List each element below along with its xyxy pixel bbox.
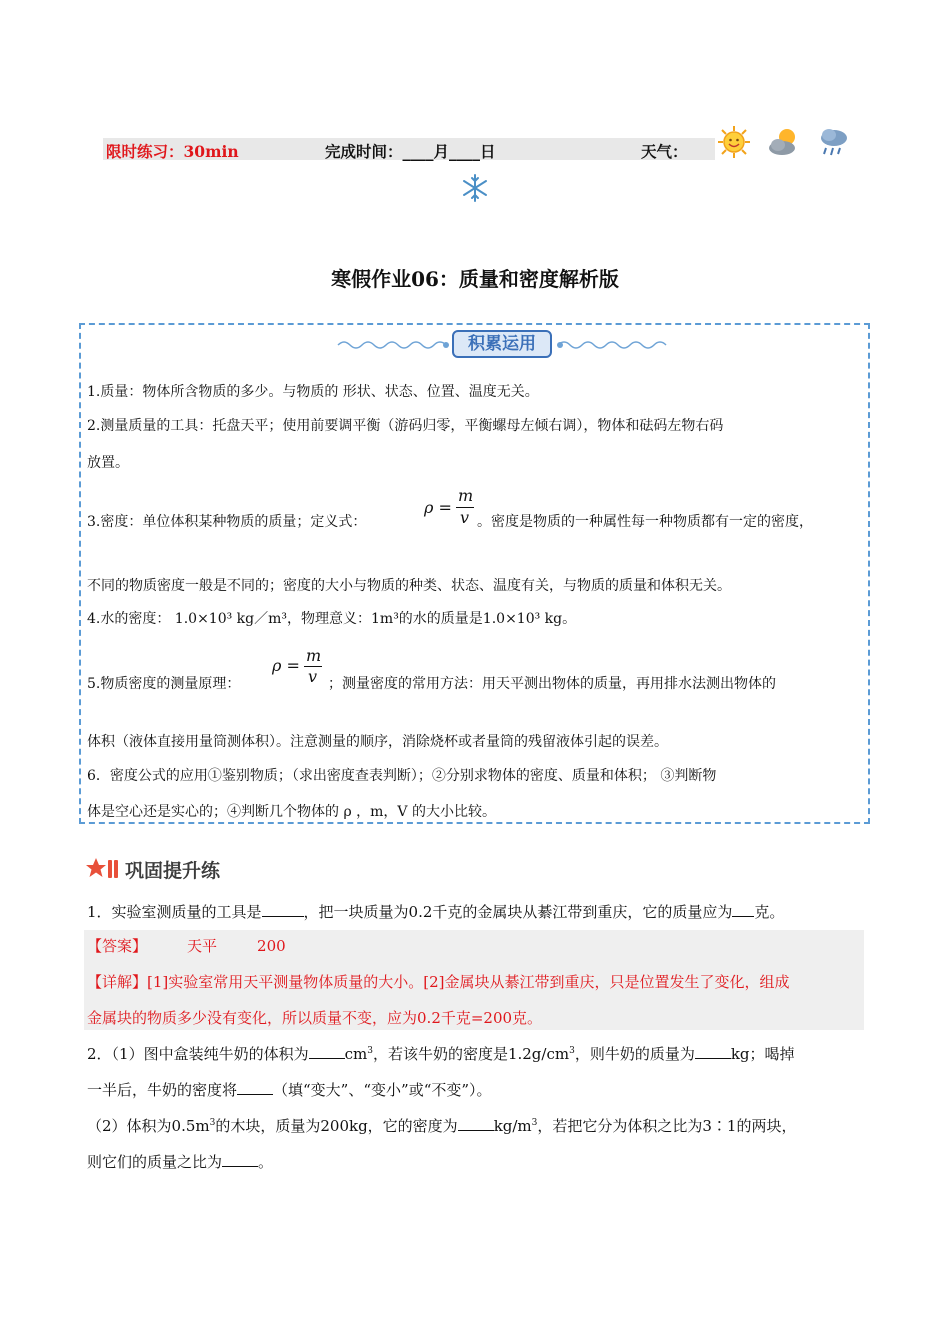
measurement-formula	[272, 648, 332, 692]
q1-blank-2[interactable]	[732, 902, 754, 917]
knowledge-line-4: 4.水的密度： 1.0×10³ kg／m³，物理意义：1m³的水的质量是1.0×10³ kg。	[87, 611, 577, 627]
knowledge-line-1: 1.质量：物体所含物质的多少。与物质的 形状、状态、位置、温度无关。	[87, 384, 539, 400]
q2-sup: 3	[367, 1046, 373, 1056]
q2-text: 的木块，质量为200kg，它的密度为	[215, 1117, 458, 1135]
q2-sup: 3	[209, 1118, 216, 1128]
q2-line-3	[87, 1115, 796, 1136]
q2-text: 。	[258, 1153, 274, 1171]
star-icon	[86, 856, 120, 882]
density-formula	[424, 486, 484, 530]
q2-blank-mass[interactable]	[695, 1044, 731, 1059]
knowledge-line-3b: 。密度是物质的一种属性每一种物质都有一定的密度，	[477, 514, 813, 530]
q2-text: （填“变大”、“变小”或“不变”）。	[273, 1081, 492, 1099]
header-bar	[103, 138, 715, 160]
q2-text: 一半后，牛奶的密度将	[87, 1081, 238, 1099]
q2-blank-volume[interactable]	[309, 1044, 345, 1059]
detail-label: 【详解】	[87, 973, 148, 991]
q2-text: 则它们的质量之比为	[87, 1153, 223, 1171]
q2-text: ，若该牛奶的密度是1.2g/cm	[372, 1045, 570, 1063]
q1-blank-1[interactable]	[262, 902, 304, 917]
weather-label: 天气：	[641, 142, 688, 161]
knowledge-banner: 积累运用	[452, 330, 552, 358]
q1-text-b: ，把一块质量为0.2千克的金属块从綦江带到重庆，它的质量应为	[303, 903, 733, 921]
q2-text: ，则牛奶的质量为	[574, 1045, 695, 1063]
formula-rho: ρ =	[424, 498, 452, 517]
formula-volume: v	[460, 508, 470, 527]
q2-line-4	[87, 1151, 273, 1172]
q1-detail-a	[87, 971, 790, 992]
answer-2: 200	[257, 937, 286, 955]
answer-label: 【答案】	[87, 937, 148, 955]
page-title: 寒假作业06：质量和密度解析版	[331, 267, 619, 291]
q2-unit: cm	[344, 1045, 368, 1063]
q2-unit: kg/m	[493, 1117, 532, 1135]
formula-volume: v	[308, 667, 318, 686]
section-title: 巩固提升练	[125, 860, 221, 882]
partly-cloudy-icon	[766, 124, 802, 160]
answer-1: 天平	[187, 937, 218, 955]
sun-icon	[716, 124, 752, 160]
q2-blank-wood-density[interactable]	[458, 1116, 494, 1131]
time-limit: 限时练习：30min	[106, 142, 239, 161]
q2-text: （2）体积为0.5m	[87, 1117, 210, 1135]
question-1	[87, 901, 784, 922]
knowledge-line-5a: 5.物质密度的测量原理：	[87, 676, 241, 692]
q2-sup: 3	[531, 1118, 538, 1128]
q1-text-c: 克。	[754, 903, 785, 921]
q2-line-1	[87, 1043, 795, 1064]
q2-blank-density-change[interactable]	[237, 1080, 273, 1095]
formula-mass: m	[306, 646, 322, 665]
q1-answer	[87, 935, 286, 956]
q1-text-a: 1．实验室测质量的工具是	[87, 903, 262, 921]
knowledge-line-2a: 2.测量质量的工具：托盘天平；使用前要调平衡（游码归零，平衡螺母左倾右调），物体和砝码左物右码	[87, 418, 724, 434]
detail-text-a: [1]实验室常用天平测量物体质量的大小。[2]金属块从綦江带到重庆，只是位置发生了变化，组成	[147, 973, 790, 991]
knowledge-line-6b: 体是空心还是实心的；④判断几个物体的 ρ ，m，V 的大小比较。	[87, 804, 496, 820]
knowledge-line-3a: 3.密度：单位体积某种物质的质量；定义式：	[87, 514, 367, 530]
q2-text: 2．（1）图中盒装纯牛奶的体积为	[87, 1045, 309, 1063]
snowflake-icon	[460, 173, 490, 203]
q2-text: ，若把它分为体积之比为3∶1的两块，	[537, 1117, 797, 1135]
q2-sup: 3	[569, 1046, 575, 1056]
rain-cloud-icon	[816, 124, 852, 160]
completion-time: 完成时间：____月____日	[325, 142, 496, 161]
knowledge-line-5c: 体积（液体直接用量筒测体积）。注意测量的顺序，消除烧杯或者量筒的残留液体引起的误差。	[87, 734, 668, 750]
knowledge-line-3c: 不同的物质密度一般是不同的；密度的大小与物质的种类、状态、温度有关，与物质的质量和体积无关。	[87, 578, 731, 594]
q1-detail-b: 金属块的物质多少没有变化，所以质量不变，应为0.2千克=200克。	[87, 1009, 543, 1027]
knowledge-line-6a: 6．密度公式的应用①鉴别物质；（求出密度查表判断）；②分别求物体的密度、质量和体积； ③判断物	[87, 768, 717, 784]
knowledge-line-5b: ；测量密度的常用方法：用天平测出物体的质量，再用排水法测出物体的	[328, 676, 776, 692]
q2-blank-mass-ratio[interactable]	[222, 1152, 258, 1167]
q2-line-2	[87, 1079, 492, 1100]
formula-rho: ρ =	[272, 656, 300, 675]
q2-text: kg；喝掉	[730, 1045, 795, 1063]
formula-mass: m	[458, 486, 474, 505]
knowledge-line-2b: 放置。	[87, 455, 129, 471]
